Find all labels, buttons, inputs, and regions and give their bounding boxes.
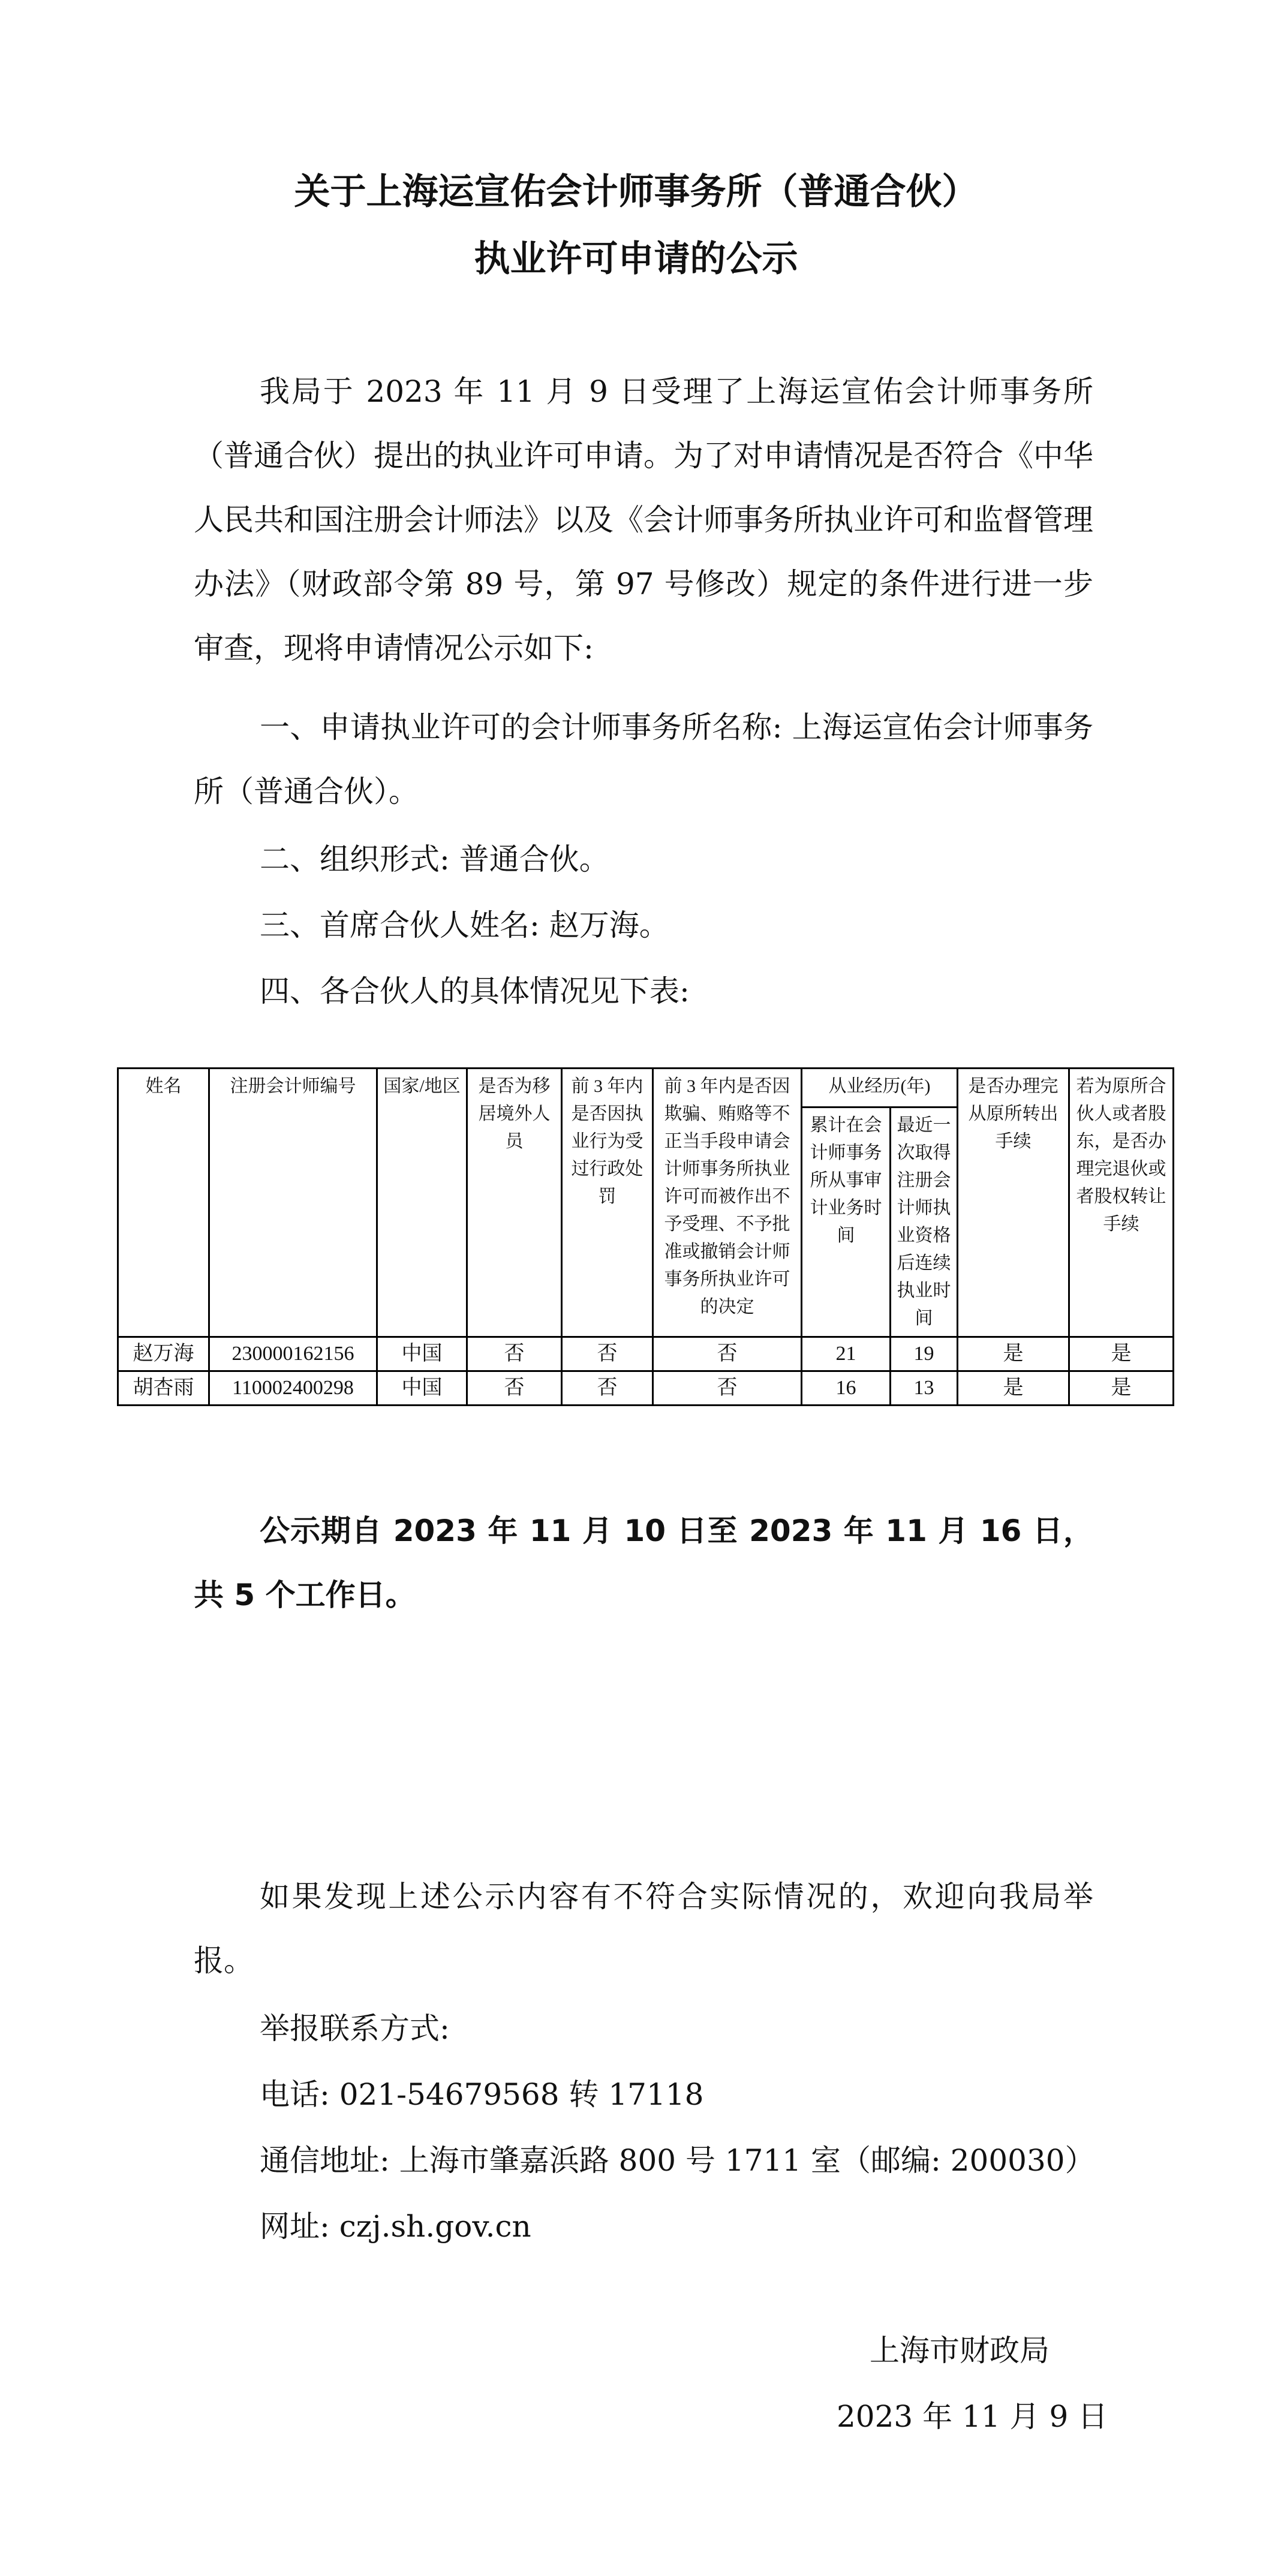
partners-table: [117, 1067, 1174, 1406]
contact-heading: 举报联系方式:: [260, 2011, 450, 2046]
item-table-intro: 四、各合伙人的具体情况见下表:: [260, 974, 690, 1009]
contact-website: 网址: czj.sh.gov.cn: [260, 2209, 531, 2244]
signature-date: 2023 年 11 月 9 日: [837, 2399, 1108, 2434]
cell-cpa-no: 230000162156: [209, 1337, 377, 1371]
cell-country: 中国: [377, 1337, 467, 1371]
cell-foreigner: 否: [467, 1371, 562, 1406]
cell-country: 中国: [377, 1371, 467, 1406]
contact-phone: 电话: 021-54679568 转 17118: [260, 2077, 704, 2112]
header-cpa-no: 注册会计师编号: [209, 1069, 377, 1337]
cell-admin-penalty: 否: [562, 1371, 653, 1406]
cell-fraud: 否: [653, 1371, 802, 1406]
cell-exp-total: 21: [802, 1337, 891, 1371]
contact-address: 通信地址: 上海市肇嘉浜路 800 号 1711 室（邮编: 200030）: [260, 2143, 1095, 2178]
notice-title-line1: 关于上海运宣佑会计师事务所（普通合伙）: [294, 171, 978, 213]
cell-name: 胡杏雨: [118, 1371, 209, 1406]
cell-withdraw: 是: [1069, 1371, 1174, 1406]
notice-title-line2: 执业许可申请的公示: [474, 238, 798, 280]
header-fraud: 前 3 年内是否因欺骗、贿赂等不正当手段申请会计师事务所执业许可而被作出不予受理、不予批准或撤销会计师事务所执业许可的决定: [653, 1069, 802, 1337]
item-chief-partner: 三、首席合伙人姓名: 赵万海。: [260, 908, 669, 943]
header-experience: 从业经历(年): [802, 1069, 958, 1108]
table-row: [118, 1371, 1174, 1406]
header-transfer: 是否办理完从原所转出手续: [958, 1069, 1069, 1337]
signature-org: 上海市财政局: [870, 2333, 1050, 2368]
cell-transfer: 是: [958, 1337, 1069, 1371]
cell-admin-penalty: 否: [562, 1337, 653, 1371]
cell-exp-total: 16: [802, 1371, 891, 1406]
report-paragraph: 如果发现上述公示内容有不符合实际情况的，欢迎向我局举报。: [194, 1879, 1093, 1978]
intro-paragraph: 我局于 2023 年 11 月 9 日受理了上海运宣佑会计师事务所（普通合伙）提出的执业许可申请。为了对申请情况是否符合《中华人民共和国注册会计师法》以及《会计师事务所执业许可和监督管理办法》（财政部令第 89 号，第 97 号修改）规定的条件进行进一步审查，现将申请情况公示如下:: [194, 374, 1093, 666]
publicity-period: 公示期自 2023 年 11 月 10 日至 2023 年 11 月 16 日，共 5 个工作日。: [194, 1513, 1093, 1612]
table-header-row: [118, 1069, 1174, 1108]
header-name: 姓名: [118, 1069, 209, 1337]
header-exp-recent: 最近一次取得注册会计师执业资格后连续执业时间: [891, 1108, 958, 1337]
cell-name: 赵万海: [118, 1337, 209, 1371]
cell-foreigner: 否: [467, 1337, 562, 1371]
cell-withdraw: 是: [1069, 1337, 1174, 1371]
header-withdraw: 若为原所合伙人或者股东，是否办理完退伙或者股权转让手续: [1069, 1069, 1174, 1337]
header-exp-total: 累计在会计师事务所从事审计业务时间: [802, 1108, 891, 1337]
cell-exp-recent: 13: [891, 1371, 958, 1406]
header-foreigner: 是否为移居境外人员: [467, 1069, 562, 1337]
table-row: [118, 1337, 1174, 1371]
cell-exp-recent: 19: [891, 1337, 958, 1371]
item-org-form: 二、组织形式: 普通合伙。: [260, 842, 609, 877]
cell-cpa-no: 110002400298: [209, 1371, 377, 1406]
header-admin-penalty: 前 3 年内是否因执业行为受过行政处罚: [562, 1069, 653, 1337]
cell-transfer: 是: [958, 1371, 1069, 1406]
cell-fraud: 否: [653, 1337, 802, 1371]
header-country: 国家/地区: [377, 1069, 467, 1337]
item-name: 一、申请执业许可的会计师事务所名称: 上海运宣佑会计师事务所（普通合伙）。: [194, 710, 1093, 809]
